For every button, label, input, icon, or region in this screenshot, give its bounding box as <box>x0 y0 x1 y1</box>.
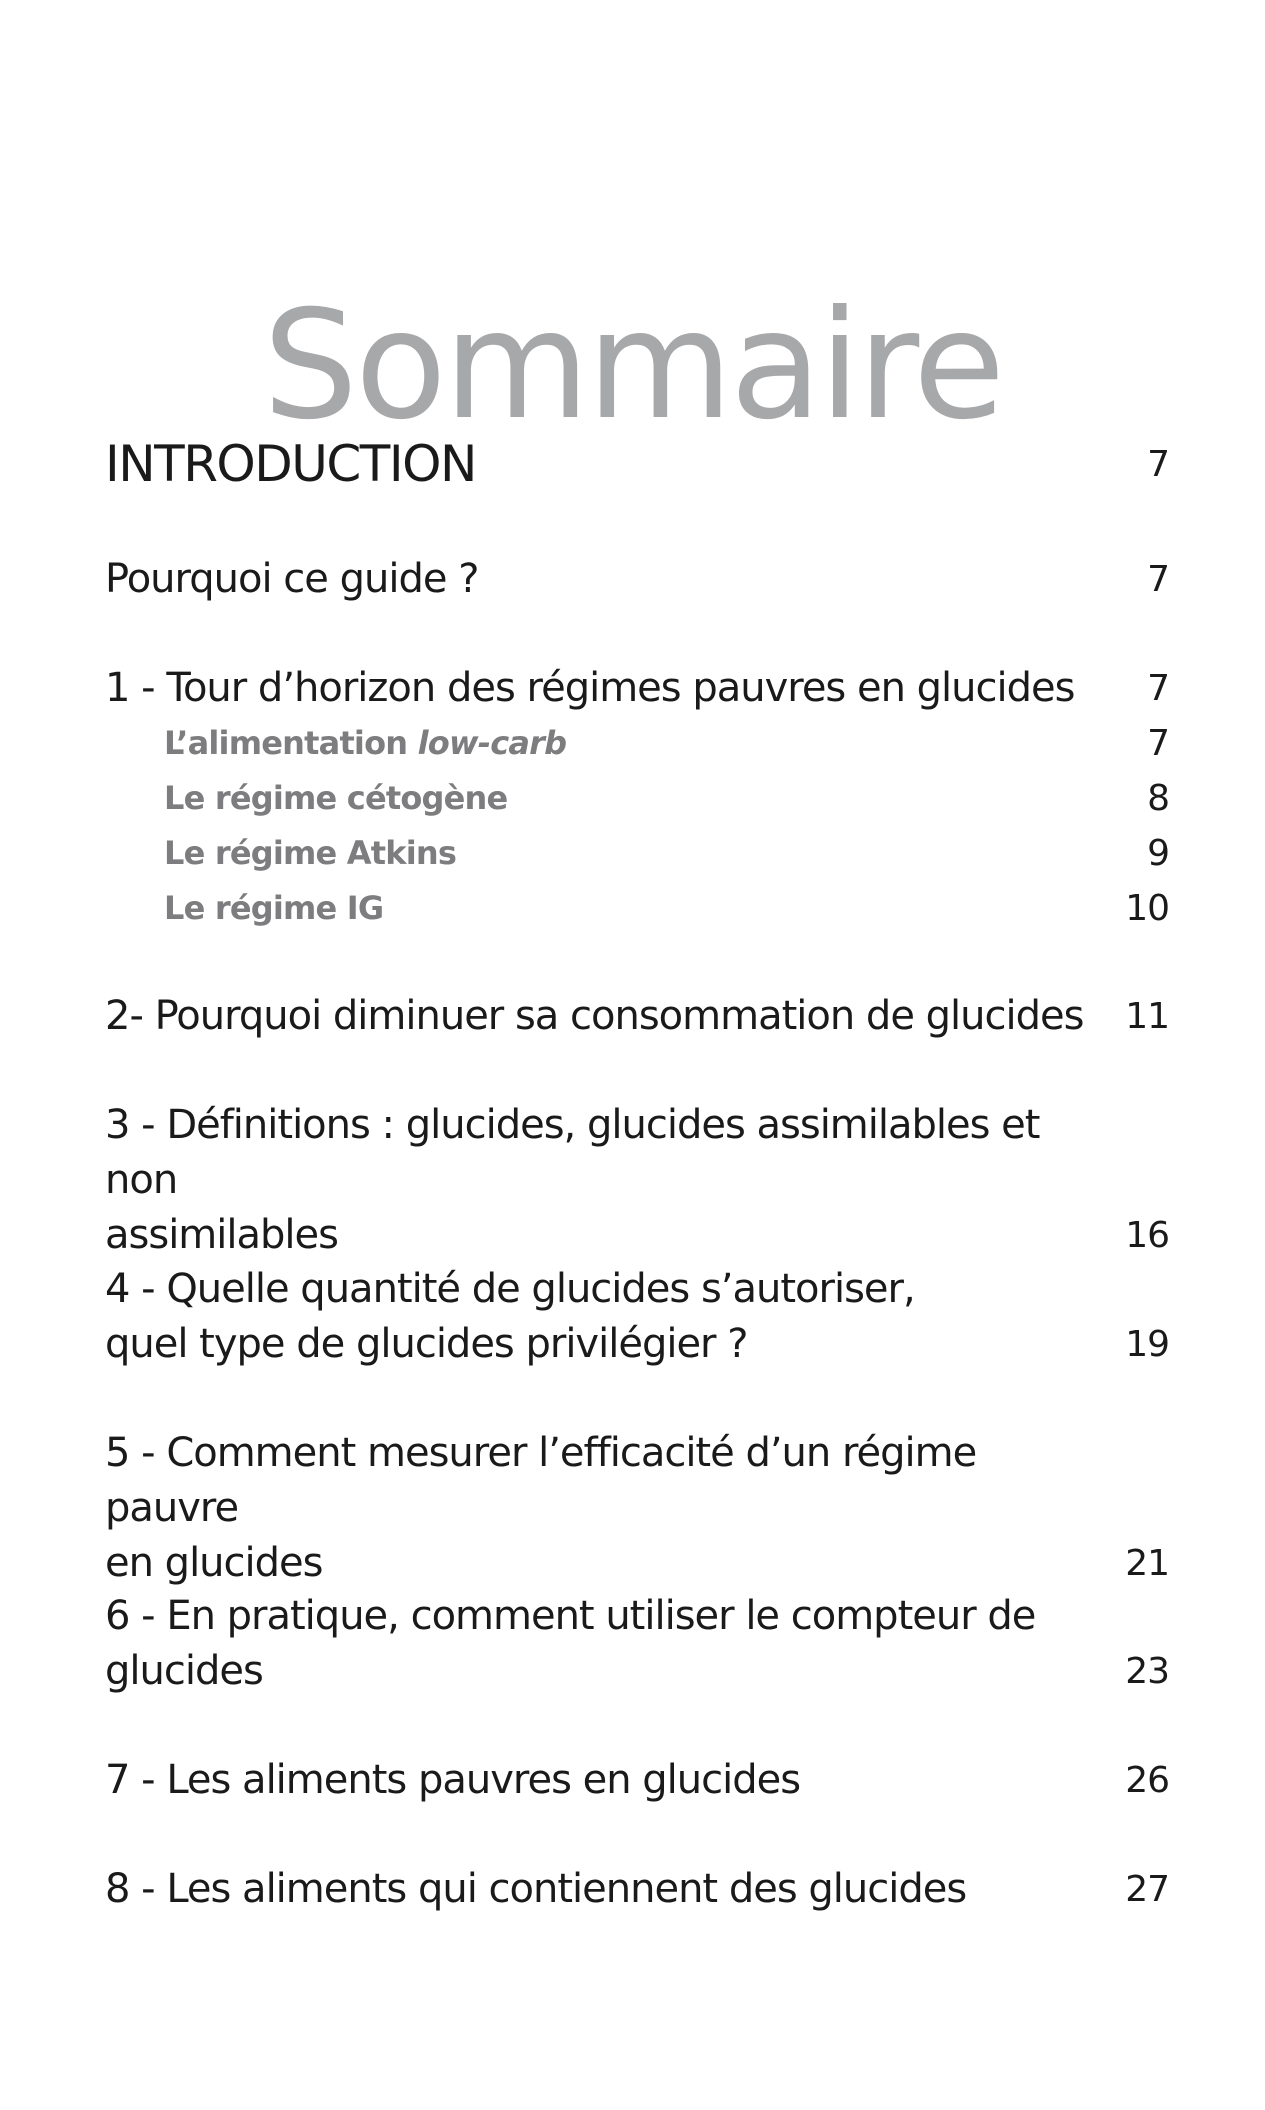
toc-entry-chapter-7[interactable] <box>105 1753 1169 1808</box>
toc-subentry-ig[interactable] <box>105 881 1169 936</box>
toc-entry-pourquoi-ce-guide[interactable] <box>105 552 1169 607</box>
toc-entry-chapter-2[interactable] <box>105 989 1169 1044</box>
toc-entry-chapter-6[interactable] <box>105 1589 1169 1699</box>
toc-entry-label-line-2: assimilables <box>105 1212 338 1258</box>
toc-entry-label-line-1: 5 - Comment mesurer l’efficacité d’un régime pauvre <box>105 1430 977 1531</box>
toc-entry-label: INTRODUCTION <box>105 435 476 493</box>
toc-subentry-low-carb[interactable] <box>105 716 1169 771</box>
toc-entry-label-line-2: glucides <box>105 1648 263 1694</box>
toc-page-number: 10 <box>1125 888 1169 929</box>
toc-entry-label: 8 - Les aliments qui contiennent des glucides <box>105 1866 967 1912</box>
toc-entry-label: Le régime Atkins <box>164 834 457 872</box>
toc-page-number: 7 <box>1147 444 1169 485</box>
toc-entry-label-line-2: quel type de glucides privilégier ? <box>105 1321 748 1367</box>
toc-entry-label: 1 - Tour d’horizon des régimes pauvres en glucides <box>105 665 1075 711</box>
toc-entry-chapter-3[interactable] <box>105 1098 1169 1263</box>
toc-entry-introduction[interactable] <box>105 437 1169 492</box>
toc-page-number: 27 <box>1125 1869 1169 1910</box>
page-title: Sommaire <box>262 278 1003 453</box>
toc-page-number: 8 <box>1147 778 1169 819</box>
toc-entry-chapter-4[interactable] <box>105 1262 1169 1372</box>
toc-subentry-atkins[interactable] <box>105 826 1169 881</box>
toc-entry-label-regular: L’alimentation <box>164 724 418 762</box>
toc-page-number: 7 <box>1147 668 1169 709</box>
toc-entry-label-line-1: 3 - Définitions : glucides, glucides assimilables et non <box>105 1102 1040 1203</box>
toc-page-number: 16 <box>1125 1215 1169 1256</box>
toc-entry-chapter-8[interactable] <box>105 1862 1169 1917</box>
toc-page-number: 7 <box>1147 559 1169 600</box>
toc-page-number: 11 <box>1125 996 1169 1037</box>
toc-entry-chapter-1[interactable] <box>105 661 1169 716</box>
toc-page-number: 26 <box>1125 1760 1169 1801</box>
toc-entry-label <box>105 716 1164 771</box>
toc-entry-label: Le régime IG <box>164 889 384 927</box>
toc-subentry-cetogene[interactable] <box>105 771 1169 826</box>
toc-page-number: 7 <box>1147 723 1169 764</box>
toc-page-number: 23 <box>1125 1651 1169 1692</box>
toc-entry-label-line-1: 4 - Quelle quantité de glucides s’autoriser, <box>105 1266 915 1312</box>
toc-entry-label: 7 - Les aliments pauvres en glucides <box>105 1757 801 1803</box>
toc-entry-label-italic: low-carb <box>417 724 567 762</box>
toc-page-number: 21 <box>1125 1543 1169 1584</box>
toc-entry-label-line-2: en glucides <box>105 1540 323 1586</box>
toc-entry-label: Le régime cétogène <box>164 779 508 817</box>
toc-entry-label: Pourquoi ce guide ? <box>105 556 479 602</box>
toc-page-number: 9 <box>1147 833 1169 874</box>
toc-entry-chapter-5[interactable] <box>105 1426 1169 1591</box>
toc-page-number: 19 <box>1125 1324 1169 1365</box>
toc-entry-label-line-1: 6 - En pratique, comment utiliser le compteur de <box>105 1593 1036 1639</box>
toc-entry-label: 2- Pourquoi diminuer sa consommation de glucides <box>105 993 1084 1039</box>
